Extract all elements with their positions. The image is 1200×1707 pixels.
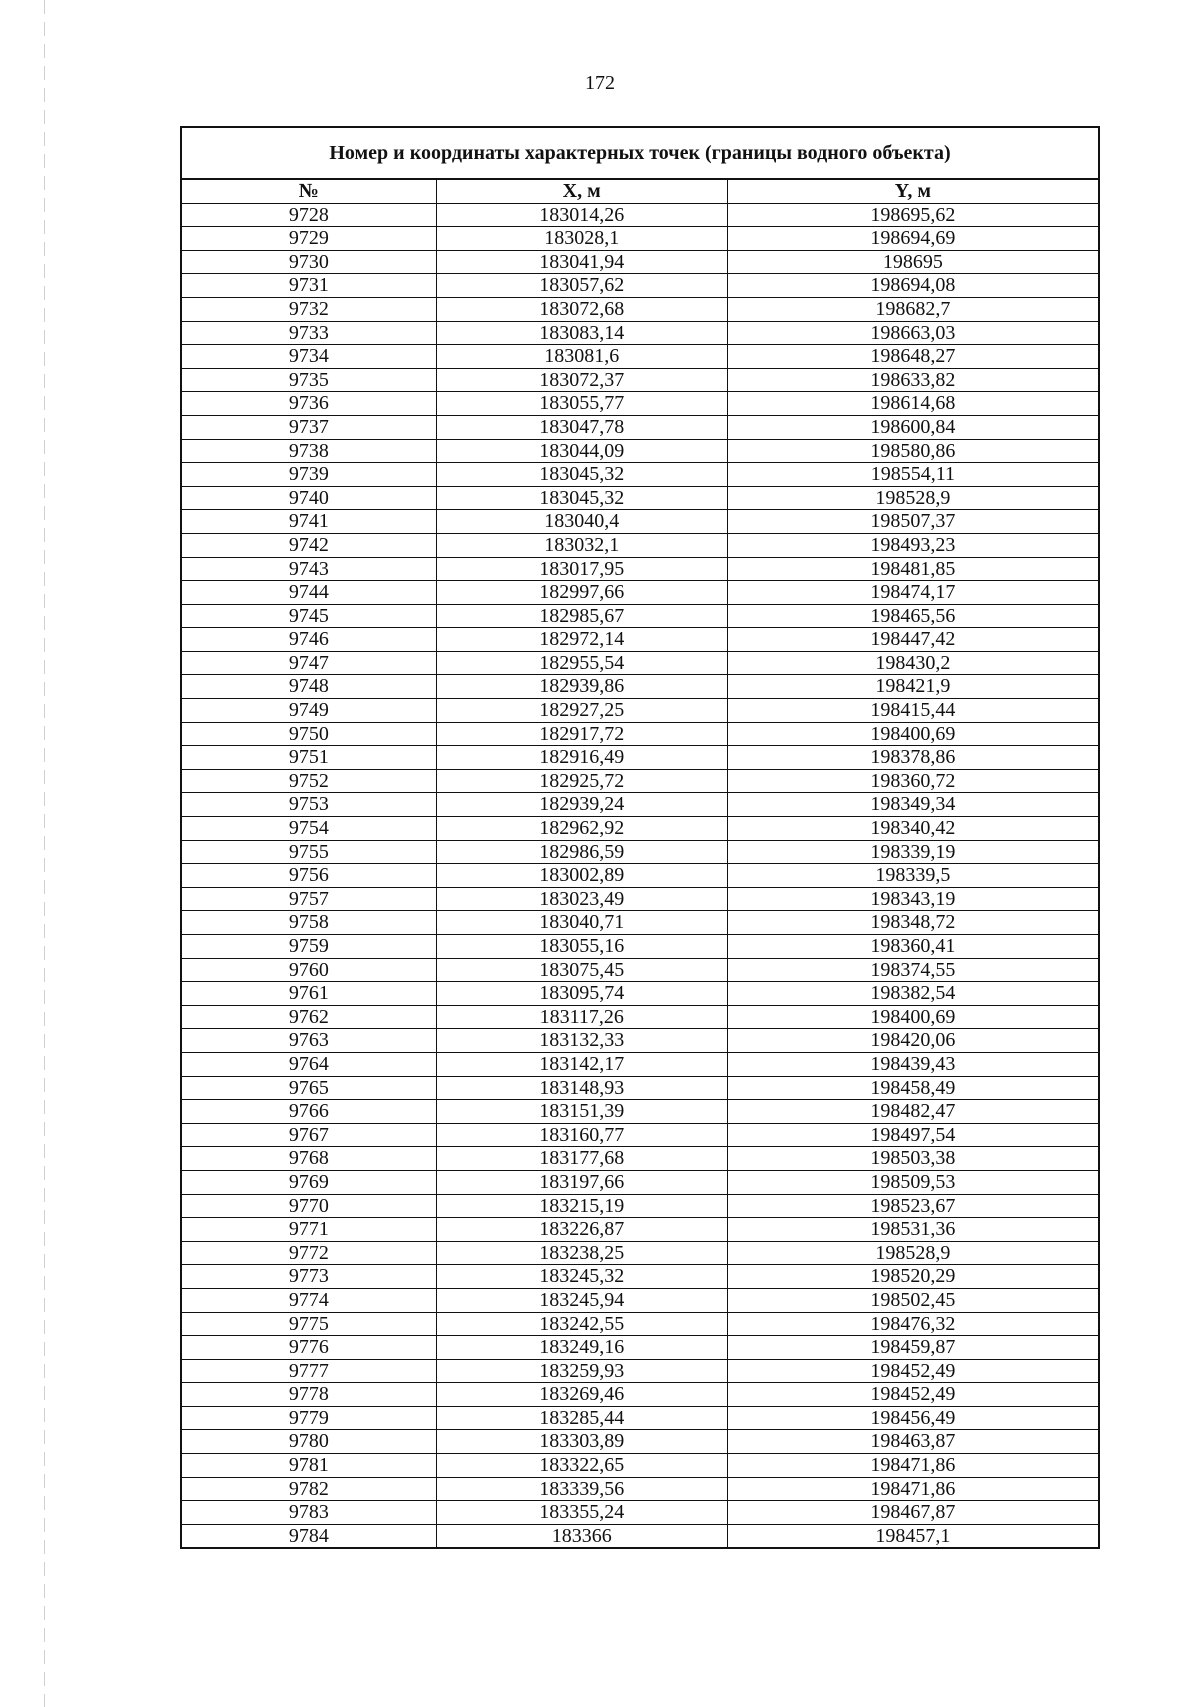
cell-y-coordinate: 198458,49 — [727, 1076, 1099, 1100]
table-row — [181, 887, 1099, 911]
table-row — [181, 1265, 1099, 1289]
cell-x-coordinate: 182972,14 — [436, 628, 727, 652]
cell-point-number: 9782 — [181, 1477, 436, 1501]
table-row — [181, 345, 1099, 369]
table-row — [181, 1501, 1099, 1525]
cell-point-number: 9749 — [181, 699, 436, 723]
cell-y-coordinate: 198340,42 — [727, 817, 1099, 841]
cell-point-number: 9756 — [181, 864, 436, 888]
cell-x-coordinate: 183072,68 — [436, 297, 727, 321]
table-row — [181, 1123, 1099, 1147]
cell-y-coordinate: 198695,62 — [727, 203, 1099, 227]
cell-x-coordinate: 183245,94 — [436, 1288, 727, 1312]
cell-x-coordinate: 183132,33 — [436, 1029, 727, 1053]
table-row — [181, 1029, 1099, 1053]
cell-x-coordinate: 183142,17 — [436, 1052, 727, 1076]
table-row — [181, 250, 1099, 274]
cell-x-coordinate: 182925,72 — [436, 769, 727, 793]
cell-point-number: 9744 — [181, 581, 436, 605]
cell-y-coordinate: 198523,67 — [727, 1194, 1099, 1218]
cell-y-coordinate: 198400,69 — [727, 722, 1099, 746]
cell-y-coordinate: 198467,87 — [727, 1501, 1099, 1525]
cell-x-coordinate: 183032,1 — [436, 533, 727, 557]
cell-y-coordinate: 198600,84 — [727, 415, 1099, 439]
cell-y-coordinate: 198343,19 — [727, 887, 1099, 911]
table-row — [181, 769, 1099, 793]
table-row — [181, 297, 1099, 321]
cell-y-coordinate: 198531,36 — [727, 1218, 1099, 1242]
cell-point-number: 9732 — [181, 297, 436, 321]
cell-x-coordinate: 183226,87 — [436, 1218, 727, 1242]
cell-x-coordinate: 183339,56 — [436, 1477, 727, 1501]
cell-y-coordinate: 198528,9 — [727, 486, 1099, 510]
table-row — [181, 1383, 1099, 1407]
table-row — [181, 1336, 1099, 1360]
cell-x-coordinate: 183238,25 — [436, 1241, 727, 1265]
cell-x-coordinate: 183040,71 — [436, 911, 727, 935]
cell-point-number: 9779 — [181, 1406, 436, 1430]
cell-x-coordinate: 183242,55 — [436, 1312, 727, 1336]
cell-point-number: 9755 — [181, 840, 436, 864]
cell-y-coordinate: 198456,49 — [727, 1406, 1099, 1430]
cell-x-coordinate: 183148,93 — [436, 1076, 727, 1100]
cell-y-coordinate: 198493,23 — [727, 533, 1099, 557]
cell-x-coordinate: 183045,32 — [436, 486, 727, 510]
cell-point-number: 9746 — [181, 628, 436, 652]
table-row — [181, 651, 1099, 675]
table-row — [181, 1312, 1099, 1336]
table-row — [181, 392, 1099, 416]
table-row — [181, 1052, 1099, 1076]
cell-y-coordinate: 198474,17 — [727, 581, 1099, 605]
cell-x-coordinate: 182939,24 — [436, 793, 727, 817]
cell-point-number: 9773 — [181, 1265, 436, 1289]
cell-x-coordinate: 183215,19 — [436, 1194, 727, 1218]
cell-x-coordinate: 183028,1 — [436, 227, 727, 251]
cell-point-number: 9741 — [181, 510, 436, 534]
cell-point-number: 9764 — [181, 1052, 436, 1076]
table-row — [181, 321, 1099, 345]
cell-point-number: 9740 — [181, 486, 436, 510]
cell-x-coordinate: 183002,89 — [436, 864, 727, 888]
cell-point-number: 9776 — [181, 1336, 436, 1360]
table-row — [181, 604, 1099, 628]
cell-x-coordinate: 182927,25 — [436, 699, 727, 723]
cell-y-coordinate: 198420,06 — [727, 1029, 1099, 1053]
table-row — [181, 1430, 1099, 1454]
table-row — [181, 628, 1099, 652]
table-row — [181, 486, 1099, 510]
cell-y-coordinate: 198580,86 — [727, 439, 1099, 463]
cell-point-number: 9761 — [181, 982, 436, 1006]
cell-point-number: 9745 — [181, 604, 436, 628]
page-number: 172 — [585, 72, 615, 94]
cell-y-coordinate: 198695 — [727, 250, 1099, 274]
cell-point-number: 9752 — [181, 769, 436, 793]
cell-x-coordinate: 183045,32 — [436, 463, 727, 487]
cell-point-number: 9763 — [181, 1029, 436, 1053]
cell-point-number: 9739 — [181, 463, 436, 487]
cell-point-number: 9780 — [181, 1430, 436, 1454]
cell-y-coordinate: 198360,72 — [727, 769, 1099, 793]
table-row — [181, 1406, 1099, 1430]
cell-y-coordinate: 198339,19 — [727, 840, 1099, 864]
table-row — [181, 982, 1099, 1006]
table-row — [181, 368, 1099, 392]
cell-point-number: 9774 — [181, 1288, 436, 1312]
table-row — [181, 227, 1099, 251]
table-row — [181, 1359, 1099, 1383]
cell-y-coordinate: 198633,82 — [727, 368, 1099, 392]
table-row — [181, 274, 1099, 298]
cell-y-coordinate: 198430,2 — [727, 651, 1099, 675]
cell-point-number: 9748 — [181, 675, 436, 699]
cell-point-number: 9730 — [181, 250, 436, 274]
table-row — [181, 510, 1099, 534]
cell-point-number: 9731 — [181, 274, 436, 298]
table-row — [181, 1194, 1099, 1218]
cell-x-coordinate: 183177,68 — [436, 1147, 727, 1171]
cell-y-coordinate: 198339,5 — [727, 864, 1099, 888]
cell-x-coordinate: 183055,77 — [436, 392, 727, 416]
cell-point-number: 9768 — [181, 1147, 436, 1171]
cell-y-coordinate: 198648,27 — [727, 345, 1099, 369]
table-row — [181, 958, 1099, 982]
table-row — [181, 463, 1099, 487]
cell-point-number: 9751 — [181, 746, 436, 770]
table-row — [181, 840, 1099, 864]
cell-point-number: 9775 — [181, 1312, 436, 1336]
cell-point-number: 9733 — [181, 321, 436, 345]
cell-point-number: 9738 — [181, 439, 436, 463]
cell-point-number: 9759 — [181, 935, 436, 959]
cell-point-number: 9735 — [181, 368, 436, 392]
cell-x-coordinate: 183040,4 — [436, 510, 727, 534]
cell-x-coordinate: 183366 — [436, 1524, 727, 1548]
cell-point-number: 9743 — [181, 557, 436, 581]
cell-point-number: 9737 — [181, 415, 436, 439]
cell-y-coordinate: 198520,29 — [727, 1265, 1099, 1289]
cell-y-coordinate: 198528,9 — [727, 1241, 1099, 1265]
cell-y-coordinate: 198509,53 — [727, 1170, 1099, 1194]
cell-y-coordinate: 198463,87 — [727, 1430, 1099, 1454]
table-row — [181, 1076, 1099, 1100]
column-header-y: Y, м — [727, 179, 1099, 203]
cell-y-coordinate: 198415,44 — [727, 699, 1099, 723]
cell-x-coordinate: 183160,77 — [436, 1123, 727, 1147]
table-row — [181, 1477, 1099, 1501]
cell-x-coordinate: 183047,78 — [436, 415, 727, 439]
cell-y-coordinate: 198360,41 — [727, 935, 1099, 959]
cell-y-coordinate: 198476,32 — [727, 1312, 1099, 1336]
cell-point-number: 9766 — [181, 1100, 436, 1124]
cell-y-coordinate: 198382,54 — [727, 982, 1099, 1006]
cell-y-coordinate: 198374,55 — [727, 958, 1099, 982]
cell-point-number: 9770 — [181, 1194, 436, 1218]
table-row — [181, 1454, 1099, 1478]
cell-y-coordinate: 198503,38 — [727, 1147, 1099, 1171]
cell-x-coordinate: 183245,32 — [436, 1265, 727, 1289]
table-row — [181, 722, 1099, 746]
cell-x-coordinate: 183055,16 — [436, 935, 727, 959]
cell-y-coordinate: 198682,7 — [727, 297, 1099, 321]
table-row — [181, 581, 1099, 605]
table-row — [181, 439, 1099, 463]
cell-y-coordinate: 198452,49 — [727, 1383, 1099, 1407]
cell-y-coordinate: 198497,54 — [727, 1123, 1099, 1147]
cell-x-coordinate: 183249,16 — [436, 1336, 727, 1360]
cell-x-coordinate: 183259,93 — [436, 1359, 727, 1383]
cell-x-coordinate: 183095,74 — [436, 982, 727, 1006]
table-row — [181, 1524, 1099, 1548]
table-row — [181, 533, 1099, 557]
cell-x-coordinate: 182939,86 — [436, 675, 727, 699]
column-header-x: X, м — [436, 179, 727, 203]
cell-y-coordinate: 198459,87 — [727, 1336, 1099, 1360]
cell-x-coordinate: 182986,59 — [436, 840, 727, 864]
cell-x-coordinate: 183285,44 — [436, 1406, 727, 1430]
cell-y-coordinate: 198554,11 — [727, 463, 1099, 487]
cell-y-coordinate: 198507,37 — [727, 510, 1099, 534]
cell-x-coordinate: 182955,54 — [436, 651, 727, 675]
table-body — [181, 203, 1099, 1548]
cell-x-coordinate: 183014,26 — [436, 203, 727, 227]
cell-x-coordinate: 183197,66 — [436, 1170, 727, 1194]
cell-y-coordinate: 198694,69 — [727, 227, 1099, 251]
cell-y-coordinate: 198471,86 — [727, 1454, 1099, 1478]
table-row — [181, 415, 1099, 439]
cell-point-number: 9728 — [181, 203, 436, 227]
cell-x-coordinate: 183017,95 — [436, 557, 727, 581]
coordinates-table-wrapper — [180, 126, 1100, 1549]
table-row — [181, 1147, 1099, 1171]
cell-y-coordinate: 198378,86 — [727, 746, 1099, 770]
scan-edge-line — [44, 0, 45, 1707]
cell-x-coordinate: 183057,62 — [436, 274, 727, 298]
table-row — [181, 793, 1099, 817]
table-row — [181, 557, 1099, 581]
cell-point-number: 9757 — [181, 887, 436, 911]
cell-x-coordinate: 183041,94 — [436, 250, 727, 274]
cell-y-coordinate: 198465,56 — [727, 604, 1099, 628]
cell-y-coordinate: 198439,43 — [727, 1052, 1099, 1076]
cell-point-number: 9760 — [181, 958, 436, 982]
table-row — [181, 911, 1099, 935]
cell-x-coordinate: 183072,37 — [436, 368, 727, 392]
cell-point-number: 9772 — [181, 1241, 436, 1265]
cell-x-coordinate: 182917,72 — [436, 722, 727, 746]
cell-point-number: 9736 — [181, 392, 436, 416]
cell-x-coordinate: 183083,14 — [436, 321, 727, 345]
cell-point-number: 9778 — [181, 1383, 436, 1407]
table-row — [181, 1288, 1099, 1312]
cell-y-coordinate: 198471,86 — [727, 1477, 1099, 1501]
cell-point-number: 9753 — [181, 793, 436, 817]
cell-point-number: 9734 — [181, 345, 436, 369]
cell-point-number: 9729 — [181, 227, 436, 251]
table-row — [181, 1100, 1099, 1124]
cell-x-coordinate: 183081,6 — [436, 345, 727, 369]
cell-y-coordinate: 198502,45 — [727, 1288, 1099, 1312]
table-row — [181, 699, 1099, 723]
column-header-number: № — [181, 179, 436, 203]
cell-point-number: 9784 — [181, 1524, 436, 1548]
cell-point-number: 9769 — [181, 1170, 436, 1194]
table-row — [181, 675, 1099, 699]
cell-y-coordinate: 198481,85 — [727, 557, 1099, 581]
cell-point-number: 9781 — [181, 1454, 436, 1478]
cell-y-coordinate: 198457,1 — [727, 1524, 1099, 1548]
cell-point-number: 9783 — [181, 1501, 436, 1525]
cell-point-number: 9777 — [181, 1359, 436, 1383]
cell-y-coordinate: 198614,68 — [727, 392, 1099, 416]
cell-y-coordinate: 198447,42 — [727, 628, 1099, 652]
cell-point-number: 9758 — [181, 911, 436, 935]
cell-x-coordinate: 182985,67 — [436, 604, 727, 628]
cell-y-coordinate: 198421,9 — [727, 675, 1099, 699]
cell-point-number: 9750 — [181, 722, 436, 746]
cell-y-coordinate: 198694,08 — [727, 274, 1099, 298]
cell-x-coordinate: 183044,09 — [436, 439, 727, 463]
table-row — [181, 1218, 1099, 1242]
cell-point-number: 9762 — [181, 1005, 436, 1029]
cell-point-number: 9767 — [181, 1123, 436, 1147]
cell-x-coordinate: 183269,46 — [436, 1383, 727, 1407]
coordinates-table — [180, 126, 1100, 1549]
table-row — [181, 1170, 1099, 1194]
cell-y-coordinate: 198349,34 — [727, 793, 1099, 817]
table-row — [181, 203, 1099, 227]
cell-x-coordinate: 183151,39 — [436, 1100, 727, 1124]
cell-x-coordinate: 182997,66 — [436, 581, 727, 605]
cell-point-number: 9742 — [181, 533, 436, 557]
cell-y-coordinate: 198348,72 — [727, 911, 1099, 935]
table-caption: Номер и координаты характерных точек (границы водного объекта) — [181, 127, 1099, 179]
cell-y-coordinate: 198400,69 — [727, 1005, 1099, 1029]
cell-x-coordinate: 183355,24 — [436, 1501, 727, 1525]
cell-point-number: 9771 — [181, 1218, 436, 1242]
cell-x-coordinate: 183117,26 — [436, 1005, 727, 1029]
cell-y-coordinate: 198452,49 — [727, 1359, 1099, 1383]
table-row — [181, 864, 1099, 888]
table-row — [181, 935, 1099, 959]
cell-x-coordinate: 182962,92 — [436, 817, 727, 841]
cell-x-coordinate: 183303,89 — [436, 1430, 727, 1454]
cell-point-number: 9747 — [181, 651, 436, 675]
cell-x-coordinate: 183023,49 — [436, 887, 727, 911]
table-row — [181, 746, 1099, 770]
cell-point-number: 9765 — [181, 1076, 436, 1100]
table-row — [181, 817, 1099, 841]
cell-x-coordinate: 183322,65 — [436, 1454, 727, 1478]
cell-y-coordinate: 198663,03 — [727, 321, 1099, 345]
cell-x-coordinate: 183075,45 — [436, 958, 727, 982]
cell-x-coordinate: 182916,49 — [436, 746, 727, 770]
table-row — [181, 1005, 1099, 1029]
cell-y-coordinate: 198482,47 — [727, 1100, 1099, 1124]
cell-point-number: 9754 — [181, 817, 436, 841]
table-row — [181, 1241, 1099, 1265]
